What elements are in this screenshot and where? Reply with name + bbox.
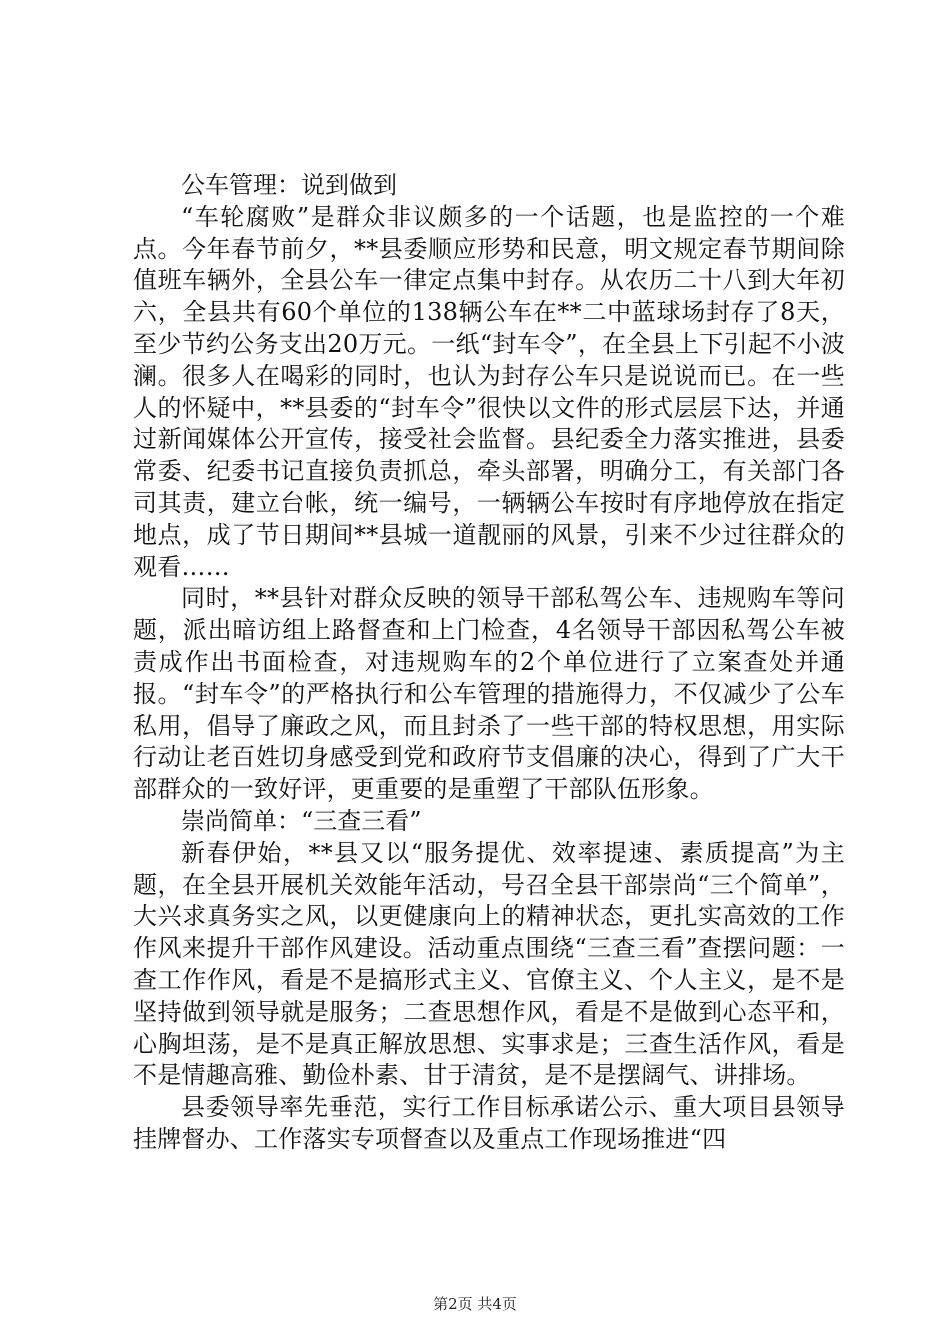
page-footer: 第2页 共4页 [433,1295,517,1313]
paragraph-inspection: 同时，**县针对群众反映的领导干部私驾公车、违规购车等问题，派出暗访组上路督查和上门检查，4名领导干部因私驾公车被责成作出书面检查，对违规购车的2个单位进行了立案查处并通报。“封车令”的严格执行和公车管理的措施得力，不仅减少了公车私用，倡导了廉政之风，而且封杀了一些干部的特权思想，用实际行动让老百姓切身感受到党和政府节支倡廉的决心，得到了广大干部群众的一致好评，更重要的是重塑了干部队伍形象。 [133,584,845,804]
document-body [133,170,845,1156]
section-heading-simplicity: 崇尚简单：“三查三看” [181,806,422,835]
paragraph-vehicle-corruption: “车轮腐败”是群众非议颇多的一个话题，也是监控的一个难点。今年春节前夕，**县委顺应形势和民意，明文规定春节期间除值班车辆外，全县公车一律定点集中封存。从农历二十八到大年初六，全县共有60个单位的138辆公车在**二中蓝球场封存了8天，至少节约公务支出20万元。一纸“封车令”，在全县上下引起不小波澜。很多人在喝彩的同时，也认为封存公车只是说说而已。在一些人的怀疑中，**县委的“封车令”很快以文件的形式层层下达，并通过新闻媒体公开宣传，接受社会监督。县纪委全力落实推进，县委常委、纪委书记直接负责抓总，牵头部署，明确分工，有关部门各司其责，建立台帐，统一编号，一辆辆公车按时有序地停放在指定地点，成了节日期间**县城一道靓丽的风景，引来不少过往群众的观看…… [133,202,845,581]
section-heading-vehicle-management: 公车管理：说到做到 [181,171,397,199]
paragraph-leadership-example: 县委领导率先垂范，实行工作目标承诺公示、重大项目县领导挂牌督办、工作落实专项督查以及重点工作现场推进“四 [133,1093,845,1153]
paragraph-efficiency-campaign: 新春伊始，**县又以“服务提优、效率提速、素质提高”为主题，在全县开展机关效能年活动，号召全县干部崇尚“三个简单”，大兴求真务实之风，以更健康向上的精神状态，更扎实高效的工作作风来提升干部作风建设。活动重点围绕“三查三看”查摆问题：一查工作作风，看是不是搞形式主义、官僚主义、个人主义，是不是坚持做到领导就是服务；二查思想作风，看是不是做到心态平和，心胸坦荡，是不是真正解放思想、实事求是；三查生活作风，看是不是情趣高雅、勤俭朴素、甘于清贫，是不是摆阔气、讲排场。 [133,838,845,1090]
